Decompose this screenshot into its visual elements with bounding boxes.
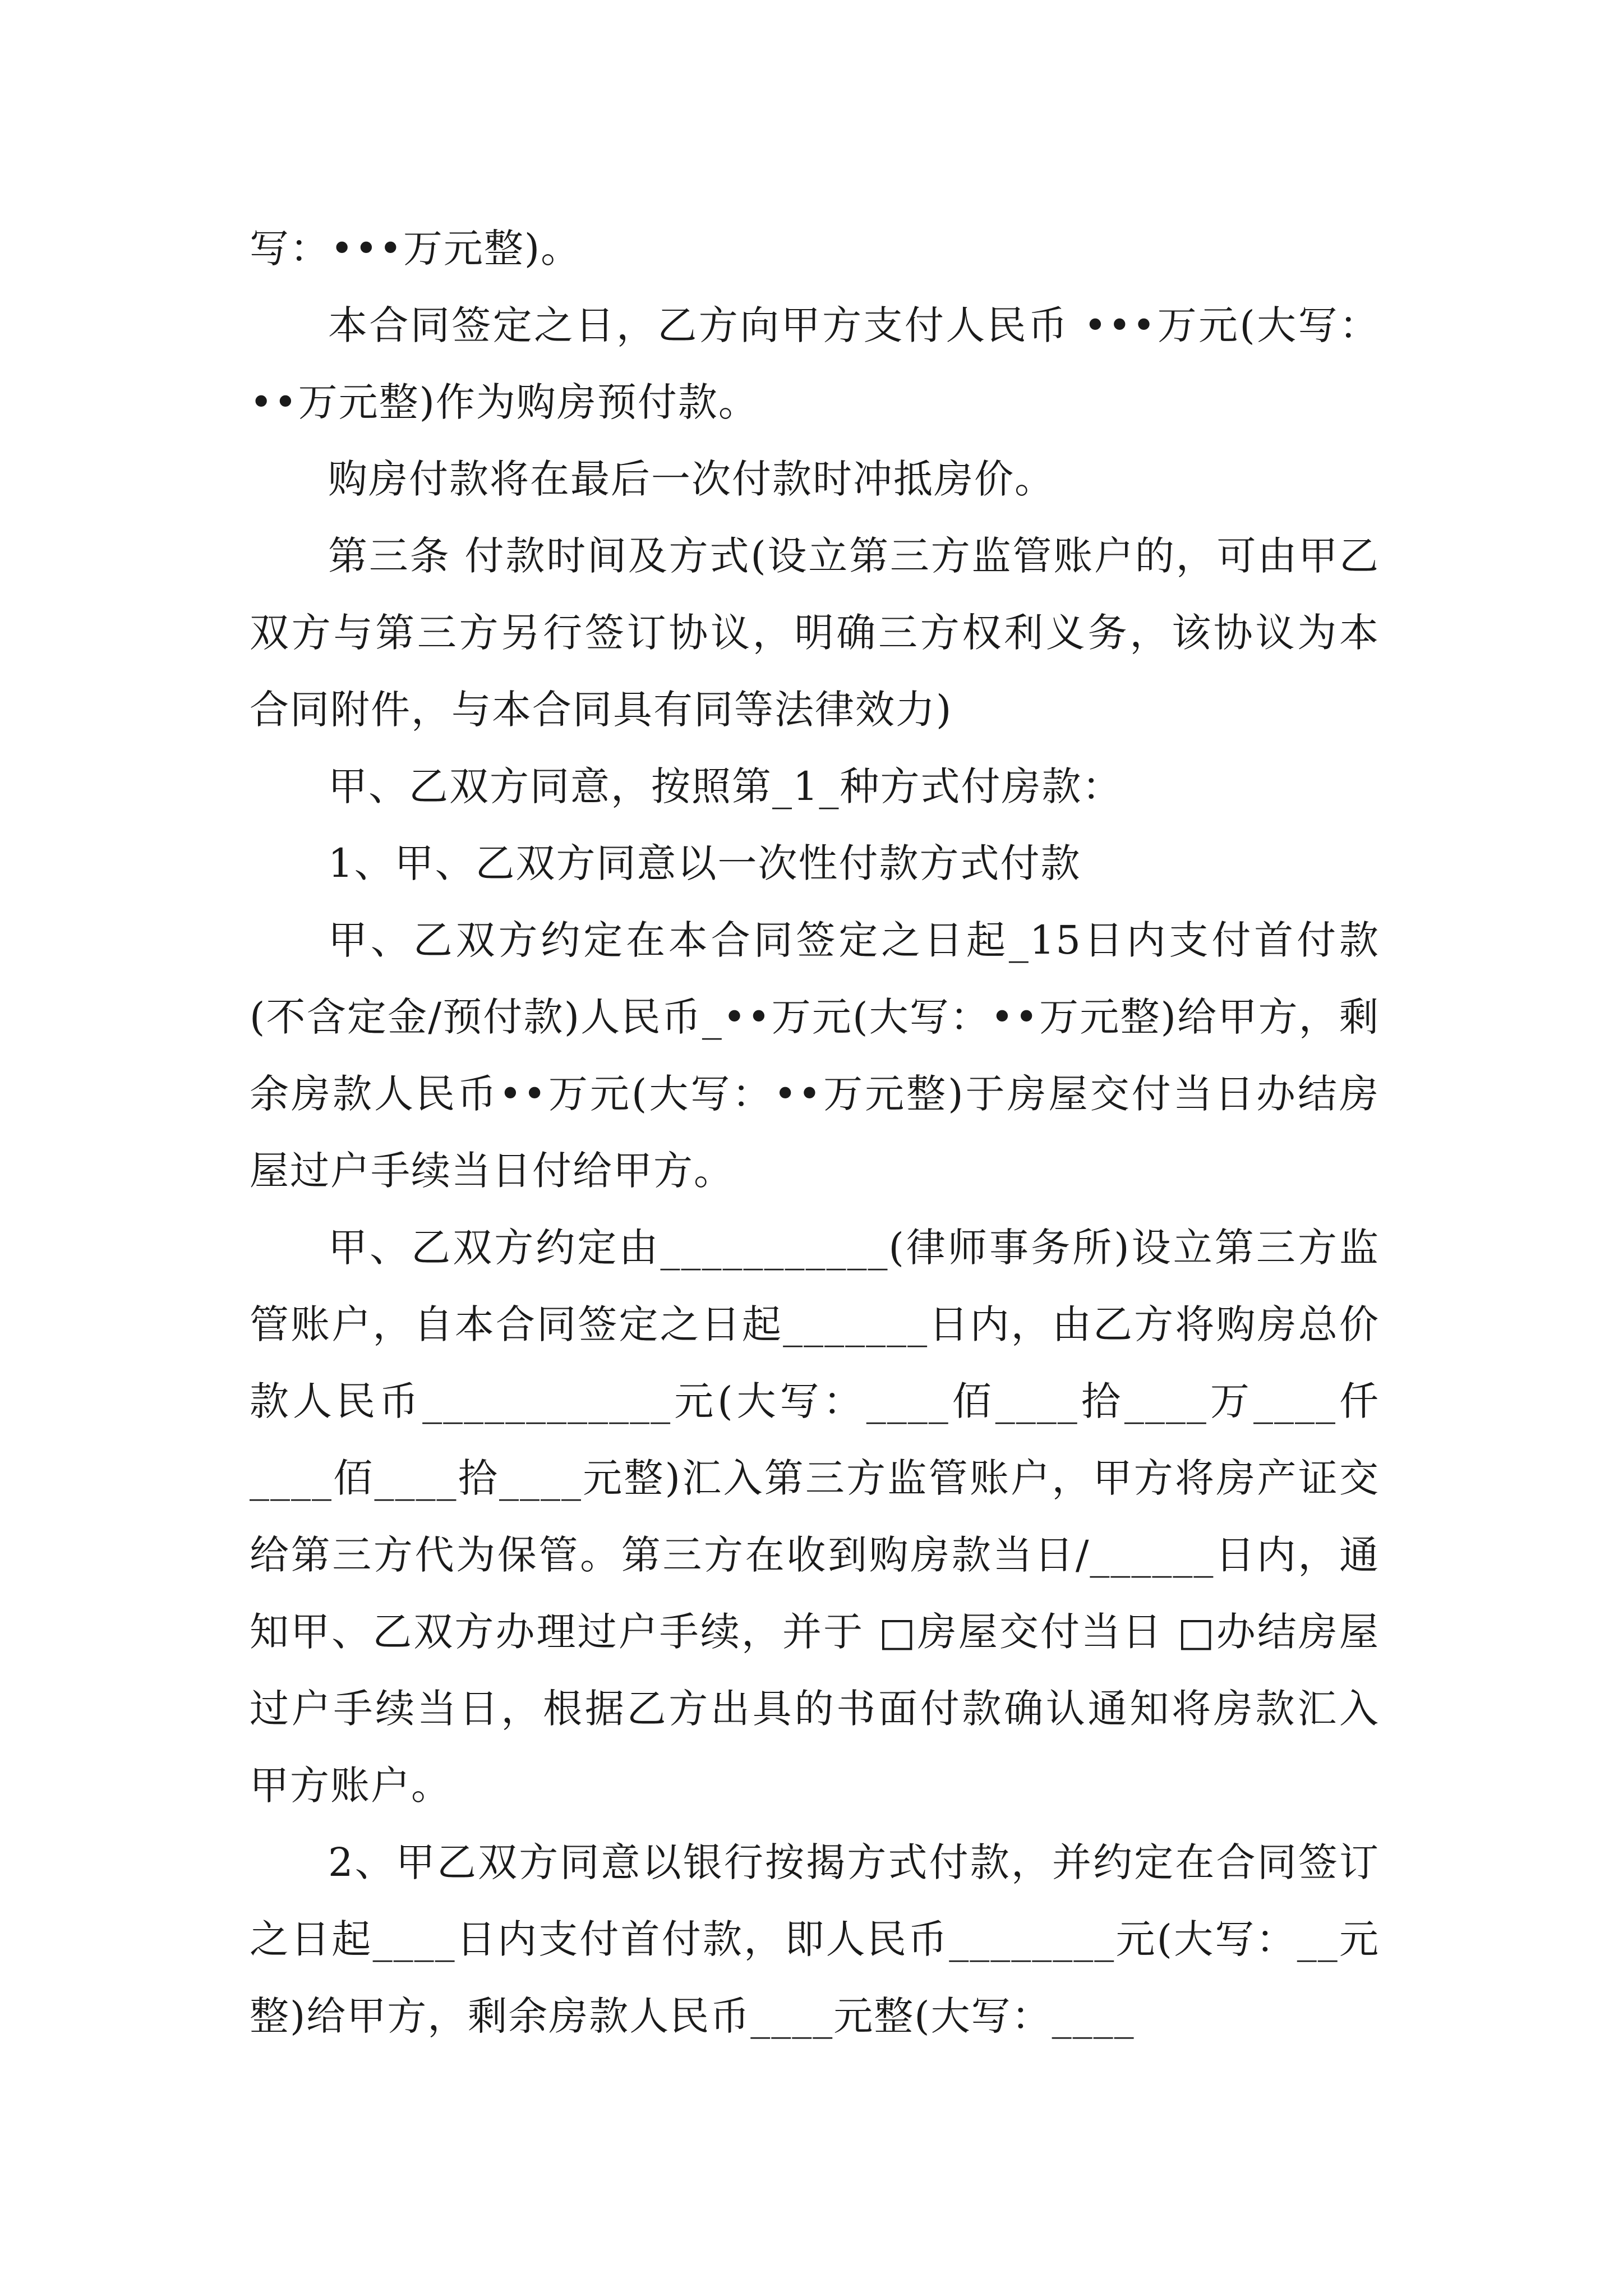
paragraph-offset: 购房付款将在最后一次付款时冲抵房价。 (328, 456, 1055, 502)
paragraph-article-three: 第三条 付款时间及方式(设立第三方监管账户的，可由甲乙双方与第三方另行签订协议，明确三方权利义务，该协议为本合同附件，与本合同具有同等法律效力) (250, 533, 1380, 733)
paragraph-option-one: 1、甲、乙双方同意以一次性付款方式付款 (328, 840, 1081, 886)
paragraph-escrow: 甲、乙双方约定由___________(律师事务所)设立第三方监管账户，自本合同签定之日起_______日内，由乙方将购房总价款人民币____________元(大写：____佰____拾____万____仟____佰____拾____元整)汇入第三方监管账户，甲方将房产证交给第三方代为保管。第三方在收到购房款当日/______日内，通知甲、乙双方办理过户手续，并于 □房屋交付当日 □办结房屋过户手续当日，根据乙方出具的书面付款确认通知将房款汇入甲方账户。 (250, 1225, 1380, 1809)
paragraph-option-two: 2、甲乙双方同意以银行按揭方式付款，并约定在合同签订之日起____日内支付首付款，即人民币________元(大写：__元整)给甲方，剩余房款人民币____元整(大写：____ (250, 1839, 1380, 2039)
paragraph-prepayment: 本合同签定之日，乙方向甲方支付人民币 •••万元(大写：••万元整)作为购房预付款。 (250, 302, 1380, 425)
paragraph-continuation: 写：•••万元整)。 (250, 226, 582, 272)
document-body (250, 210, 1380, 2055)
paragraph-option-one-terms: 甲、乙双方约定在本合同签定之日起_15日内支付首付款(不含定金/预付款)人民币_••万元(大写：••万元整)给甲方，剩余房款人民币••万元(大写：••万元整)于房屋交付当日办结房屋过户手续当日付给甲方。 (250, 917, 1380, 1194)
paragraph-payment-method: 甲、乙双方同意，按照第_1_种方式付房款： (328, 763, 1123, 809)
